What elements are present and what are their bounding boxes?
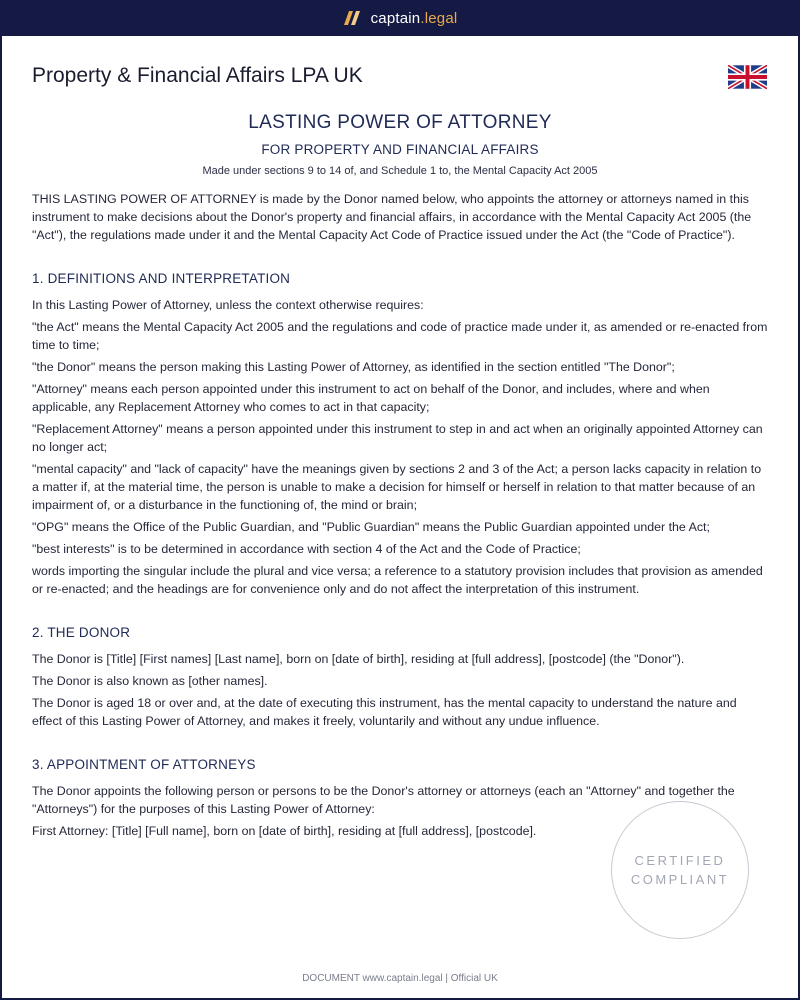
paragraph: In this Lasting Power of Attorney, unless the context otherwise requires:	[32, 298, 424, 312]
section-heading-definitions: 1. DEFINITIONS AND INTERPRETATION	[32, 271, 291, 286]
sub-heading: FOR PROPERTY AND FINANCIAL AFFAIRS	[261, 142, 539, 157]
brand[interactable]	[343, 10, 458, 27]
statutory-basis-line: Made under sections 9 to 14 of, and Schedule 1 to, the Mental Capacity Act 2005	[202, 165, 598, 177]
paragraph: "best interests" is to be determined in accordance with section 4 of the Act and the Code of Practice;	[32, 542, 581, 556]
stamp-line-1: CERTIFIED	[634, 853, 726, 868]
intro-paragraph: THIS LASTING POWER OF ATTORNEY is made by the Donor named below, who appoints the attorney or attorneys named in this instrument to make decisions about the Donor's property and financial affairs, in accordance with the Mental Capacity Act 2005 (the "Act"), the regulations made under it and the Mental Capacity Act Code of Practice issued under the Act (the "Code of Practice").	[32, 192, 752, 242]
paragraph: First Attorney: [Title] [Full name], born on [date of birth], residing at [full address], [postcode].	[32, 824, 537, 838]
paragraph: "the Donor" means the person making this Lasting Power of Attorney, as identified in the section entitled "The Donor";	[32, 360, 675, 374]
section-heading-donor: 2. THE DONOR	[32, 625, 131, 640]
document-title: Property & Financial Affairs LPA UK	[32, 64, 363, 87]
footer-text: DOCUMENT www.captain.legal | Official UK	[302, 973, 498, 984]
paragraph: The Donor is [Title] [First names] [Last name], born on [date of birth], residing at [full address], [postcode] (the "Donor").	[32, 652, 685, 666]
captain-legal-logo	[343, 10, 363, 26]
paragraph: words importing the singular include the plural and vice versa; a reference to a statutory provision includes that provision as amended or re-enacted; and the headings are for convenience only and do not affect the interpretation of this instrument.	[32, 564, 763, 596]
paragraph: The Donor is also known as [other names].	[32, 674, 268, 688]
paragraph: "OPG" means the Office of the Public Guardian, and "Public Guardian" means the Public Guardian appointed under the Act;	[32, 520, 710, 534]
uk-flag-icon	[728, 65, 767, 89]
paragraph: "Attorney" means each person appointed under this instrument to act on behalf of the Donor, and includes, where and when applicable, any Replacement Attorney who comes to act in that capacity;	[32, 382, 710, 414]
paragraph: The Donor appoints the following person or persons to be the Donor's attorney or attorneys (each an "Attorney" and together the "Attorneys") for the purposes of this Lasting Power of Attorney:	[32, 784, 735, 816]
paragraph: The Donor is aged 18 or over and, at the date of executing this instrument, has the mental capacity to understand the nature and effect of this Lasting Power of Attorney, and makes it freely, voluntarily and without any undue influence.	[32, 696, 737, 728]
top-bar	[0, 0, 800, 36]
paragraph: "Replacement Attorney" means a person appointed under this instrument to step in and act when an originally appointed Attorney can no longer act;	[32, 422, 763, 454]
paragraph: "the Act" means the Mental Capacity Act 2005 and the regulations and code of practice made under it, as amended or re-enacted from time to time;	[32, 320, 768, 352]
section-heading-attorneys: 3. APPOINTMENT OF ATTORNEYS	[32, 757, 256, 772]
paragraph: "mental capacity" and "lack of capacity" have the meanings given by sections 2 and 3 of the Act; a person lacks capacity in relation to a matter if, at the material time, the person is unable to make a decision for himself or herself in relation to that matter because of an impairment of, or a disturbance in the functioning of, the mind or brain;	[32, 462, 762, 512]
main-heading: LASTING POWER OF ATTORNEY	[248, 112, 552, 133]
stamp-line-2: COMPLIANT	[630, 872, 730, 887]
certified-compliant-stamp	[611, 801, 749, 939]
brand-name: captain.legal	[370, 9, 458, 27]
